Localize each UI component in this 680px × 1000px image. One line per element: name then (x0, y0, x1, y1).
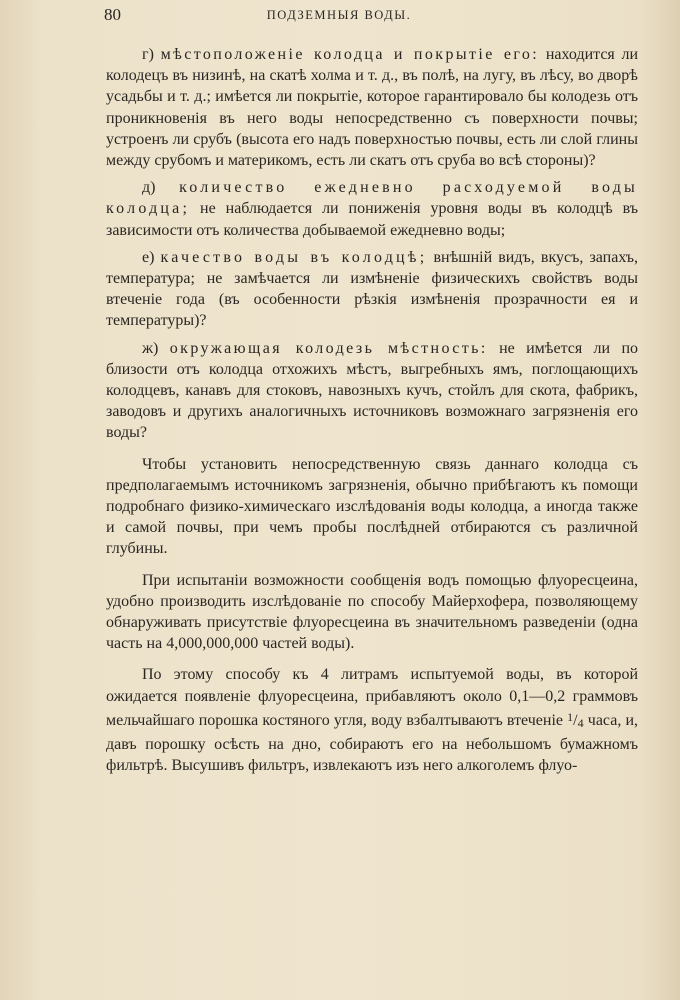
item-title-e: качество воды въ колодцѣ; (160, 248, 428, 266)
page-number: 80 (104, 5, 121, 24)
fraction: $^1$/4 (567, 709, 584, 730)
fraction-numerator: 1 (567, 709, 574, 724)
paragraph-e (106, 247, 638, 332)
body-text (106, 44, 638, 777)
item-title-d: количество ежедневно расходуемой воды колодца; (106, 179, 639, 218)
item-text-zh: не имѣется ли по близости отъ колодца отхожихъ мѣстъ, выгребныхъ ямъ, поглощающихъ колодцевъ, канавъ для стоковъ, навозныхъ кучъ, стойлъ для скота, фабрикъ, заводовъ и другихъ аналогичныхъ источниковъ возможнаго загрязненія его воды? (106, 339, 639, 442)
item-text-e: внѣшній видъ, вкусъ, запахъ, температура; не замѣчается ли измѣненіе физическихъ свойствъ воды втеченіе года (въ особенности рѣзкія измѣненія прозрачности ея и температуры)? (106, 248, 638, 330)
item-label-e: е) (142, 248, 155, 266)
paragraph-zh (106, 338, 638, 444)
item-title-zh: окружающая колодезь мѣстность: (169, 339, 488, 357)
item-label-g: г) (142, 46, 154, 63)
running-title: ПОДЗЕМНЫЯ ВОДЫ. (266, 8, 412, 22)
fraction-denominator: 4 (577, 715, 584, 730)
item-title-g: мѣстоположеніе колодца и покрытіе его: (160, 46, 540, 63)
page-header (104, 5, 574, 27)
paragraph-g (106, 44, 638, 171)
method-text-end: часа, и, давъ порошку осѣсть на дно, собираютъ его на небольшомъ бумажномъ фильтрѣ. Высушивъ фильтръ, извлекаютъ изъ него алкоголемъ флуо- (106, 711, 639, 775)
item-text-g: находится ли колодецъ въ низинѣ, на скатѣ холма и т. д., въ полѣ, на лугу, въ лѣсу, во дворѣ усадьбы и т. д.; имѣется ли покрытіе, которое гарантировало бы колодезь отъ проникновенія въ него воды непосредственно съ поверхности почвы; устроенъ ли срубъ (высота его надъ поверхностью почвы, есть ли слой глины между срубомъ и материкомъ, есть ли скатъ отъ сруба во всѣ стороны)? (106, 46, 639, 170)
item-label-d: д) (142, 179, 156, 197)
paragraph-investigation: Чтобы установить непосредственную связь даннаго колодца съ предполагаемымъ источникомъ загрязненія, обычно прибѣгаютъ къ помощи подробнаго физико-химическаго изслѣдованія воды колодца, а иногда также и самой почвы, при чемъ пробы послѣдней отбираются съ различной глубины. (106, 455, 638, 558)
paragraph-method (106, 664, 638, 776)
method-text-start: По этому способу къ 4 литрамъ испытуемой воды, въ которой ожидается появленіе флуоресцеина, прибавляютъ около 0,1—0,2 граммовъ мельчайшаго порошка костяного угля, воду взбалтываютъ втеченіе (106, 666, 638, 729)
paragraph-fluorescein: При испытаніи возможности сообщенія водъ помощью флуоресцеина, удобно производить изслѣдованіе по способу Майерхофера, позволяющему обнаруживать присутствіе флуоресцеина въ значительномъ разведеніи (одна часть на 4,000,000,000 частей воды). (106, 571, 638, 653)
item-text-d: не наблюдается ли пониженія уровня воды въ колодцѣ въ зависимости отъ количества добываемой ежедневно воды; (106, 200, 639, 239)
paragraph-d (106, 177, 638, 241)
item-label-zh: ж) (142, 339, 159, 357)
